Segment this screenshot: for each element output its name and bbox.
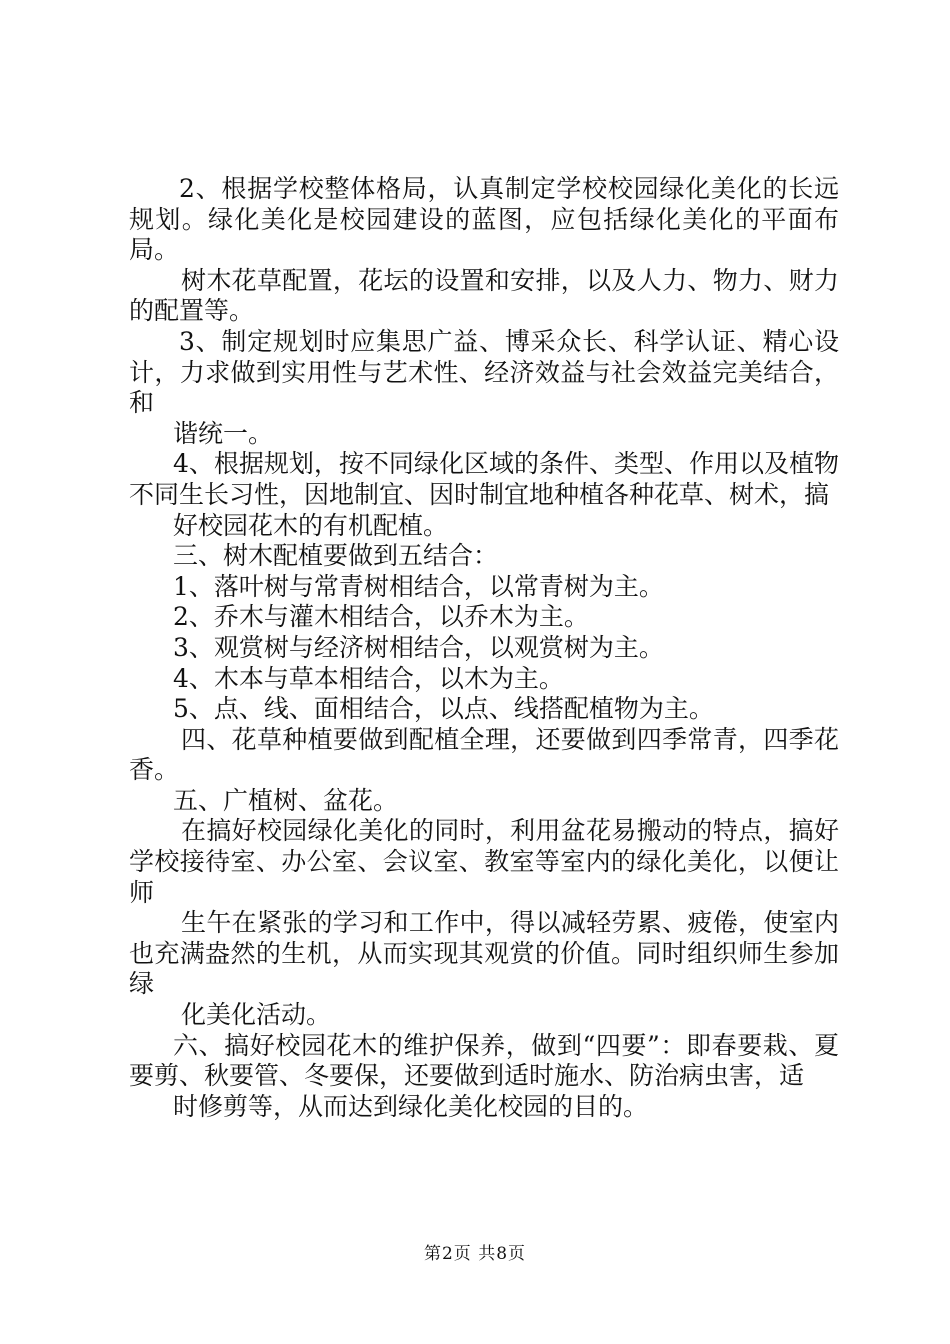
paragraph-relief: 生午在紧张的学习和工作中，得以减轻劳累、疲倦，使室内也充满盎然的生机，从而实现其观赏的价值。同时组织师生参加绿 [129, 908, 839, 999]
list-item-woody-herb: 4、木本与草本相结合，以木为主。 [173, 663, 564, 693]
heading-flowers: 四、花草种植要做到配植全理，还要做到四季常青，四季花香。 [129, 724, 839, 785]
list-item-evergreen: 1、落叶树与常青树相结合，以常青树为主。 [173, 571, 664, 601]
paragraph-planning: 2、根据学校整体格局，认真制定学校校园绿化美化的长远规划。绿化美化是校园建设的蓝图，应包括绿化美化的平面布局。 [129, 174, 839, 265]
document-body [129, 174, 839, 1122]
page-number-footer: 第2页 共8页 [423, 1244, 527, 1264]
list-item-ornamental: 3、观赏树与经济树相结合，以观赏树为主。 [173, 632, 664, 662]
paragraph-design: 3、制定规划时应集思广益、博采众长、科学认证、精心设计，力求做到实用性与艺术性、经济效益与社会效益完美结合，和 [129, 326, 839, 418]
paragraph-pruning: 时修剪等，从而达到绿化美化校园的目的。 [173, 1091, 649, 1121]
paragraph-activities: 化美化活动。 [181, 1000, 332, 1030]
heading-maintenance: 六、搞好校园花木的维护保养，做到“四要”：即春要栽、夏要剪、秋要管、冬要保，还要做到适时施水、防治病虫害，适 [129, 1030, 839, 1091]
heading-potted-plants: 五、广植树、盆花。 [173, 785, 399, 815]
paragraph-planting: 4、根据规划，按不同绿化区域的条件、类型、作用以及植物不同生长习性，因地制宜、因时制宜地种植各种花草、树术，搞 [129, 449, 839, 509]
heading-five-combinations: 三、树木配植要做到五结合： [173, 541, 499, 571]
paragraph-allocation: 树木花草配置，花坛的设置和安排，以及人力、物力、财力的配置等。 [129, 265, 839, 326]
paragraph-configuration: 好校园花木的有机配植。 [173, 510, 449, 540]
paragraph-harmony: 谐统一。 [173, 418, 274, 448]
list-item-point-line: 5、点、线、面相结合，以点、线搭配植物为主。 [173, 694, 714, 724]
paragraph-indoor-greening: 在搞好校园绿化美化的同时，利用盆花易搬动的特点，搞好学校接待室、办公室、会议室、教室等室内的绿化美化，以便让师 [129, 816, 839, 907]
list-item-trees-shrubs: 2、乔木与灌木相结合，以乔木为主。 [173, 602, 589, 632]
